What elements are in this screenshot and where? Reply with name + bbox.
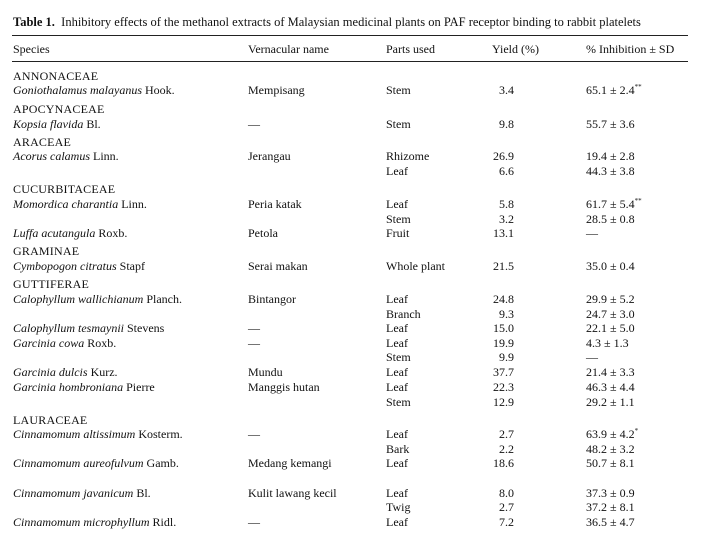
species-binomial: Acorus calamus [13, 149, 90, 163]
species-binomial: Cinnamomum javanicum [13, 486, 134, 500]
yield-value: 2.2 [499, 442, 514, 456]
species-author: Roxb. [87, 336, 117, 350]
species-binomial: Cinnamomum microphyllum [13, 515, 150, 529]
species-author: Kosterm. [138, 427, 183, 441]
inhibition-text: 37.2 ± 8.1 [586, 500, 635, 514]
family-name: APOCYNACEAE [13, 102, 105, 116]
yield-value: 19.9 [493, 336, 514, 350]
species-binomial: Luffa acutangula [13, 226, 96, 240]
inhibition-text: 24.7 ± 3.0 [586, 307, 635, 321]
vernacular-name: Mempisang [248, 83, 305, 97]
species-name [13, 226, 127, 240]
family-name: GRAMINAE [13, 244, 80, 258]
yield-value: 7.2 [499, 515, 514, 529]
table-label: Table 1. [13, 15, 55, 29]
vernacular-name: — [248, 336, 260, 350]
table-row [0, 515, 701, 530]
species-author: Gamb. [146, 456, 179, 470]
table-row [0, 83, 701, 98]
vernacular-name: Bintangor [248, 292, 296, 306]
species-binomial: Cinnamomum aureofulvum [13, 456, 144, 470]
species-author: Planch. [146, 292, 183, 306]
part-used: Whole plant [386, 259, 445, 273]
species-name [13, 456, 179, 470]
species-binomial: Cinnamomum altissimum [13, 427, 136, 441]
inhibition-value [586, 226, 598, 240]
species-name [13, 292, 182, 306]
inhibition-value [586, 149, 635, 163]
header-species: Species [13, 42, 50, 56]
yield-value: 21.5 [493, 259, 514, 273]
species-author: Stapf [119, 259, 146, 273]
yield-value: 18.6 [493, 456, 514, 470]
header-inhibition: % Inhibition ± SD [586, 42, 675, 56]
inhibition-value [586, 427, 638, 441]
part-used: Leaf [386, 292, 408, 306]
yield-value: 6.6 [499, 164, 514, 178]
header-vernacular: Vernacular name [248, 42, 329, 56]
table-row [0, 427, 701, 442]
yield-value: 2.7 [499, 500, 514, 514]
family-row [0, 69, 701, 84]
inhibition-text: 29.9 ± 5.2 [586, 292, 635, 306]
yield-value: 24.8 [493, 292, 514, 306]
part-used: Stem [386, 212, 411, 226]
inhibition-text: — [586, 226, 598, 240]
yield-value: 13.1 [493, 226, 514, 240]
table-row [0, 336, 701, 351]
inhibition-value [586, 456, 635, 470]
table-row [0, 292, 701, 307]
inhibition-text: 19.4 ± 2.8 [586, 149, 635, 163]
species-binomial: Goniothalamus malayanus [13, 83, 142, 97]
table-row [0, 259, 701, 274]
family-name: CUCURBITACEAE [13, 182, 116, 196]
inhibition-text: 50.7 ± 8.1 [586, 456, 635, 470]
species-author: Bl. [86, 117, 101, 131]
family-name: GUTTIFERAE [13, 277, 89, 291]
table-row [0, 117, 701, 132]
yield-value: 5.8 [499, 197, 514, 211]
part-used: Leaf [386, 486, 408, 500]
species-binomial: Momordica charantia [13, 197, 119, 211]
table-row [0, 500, 701, 515]
inhibition-value [586, 307, 635, 321]
species-name [13, 83, 175, 97]
table-row [0, 149, 701, 164]
species-name [13, 197, 147, 211]
inhibition-value [586, 259, 635, 273]
inhibition-text: 4.3 ± 1.3 [586, 336, 629, 350]
header-yield: Yield (%) [492, 42, 539, 56]
inhibition-value [586, 83, 642, 97]
part-used: Stem [386, 350, 411, 364]
family-row [0, 277, 701, 292]
vernacular-name: — [248, 117, 260, 131]
species-binomial: Garcinia dulcis [13, 365, 88, 379]
species-name [13, 515, 176, 529]
inhibition-text: 36.5 ± 4.7 [586, 515, 635, 529]
inhibition-value [586, 197, 642, 211]
species-name [13, 427, 183, 441]
species-author: Hook. [145, 83, 175, 97]
family-name: LAURACEAE [13, 413, 88, 427]
family-row [0, 135, 701, 150]
table-caption-text: Inhibitory effects of the methanol extracts of Malaysian medicinal plants on PAF receptor binding to rabbit platelets [61, 15, 641, 29]
part-used: Stem [386, 83, 411, 97]
part-used: Leaf [386, 456, 408, 470]
inhibition-value [586, 395, 635, 409]
inhibition-value [586, 442, 635, 456]
header-rule [12, 61, 688, 62]
vernacular-name: Medang kemangi [248, 456, 332, 470]
part-used: Leaf [386, 380, 408, 394]
species-binomial: Calophyllum tesmaynii [13, 321, 124, 335]
species-name [13, 365, 118, 379]
inhibition-value [586, 321, 635, 335]
vernacular-name: Serai makan [248, 259, 308, 273]
inhibition-text: 21.4 ± 3.3 [586, 365, 635, 379]
family-name: ARACEAE [13, 135, 72, 149]
species-binomial: Garcinia cowa [13, 336, 85, 350]
part-used: Branch [386, 307, 421, 321]
inhibition-text: 55.7 ± 3.6 [586, 117, 635, 131]
species-author: Linn. [121, 197, 147, 211]
inhibition-value [586, 350, 598, 364]
vernacular-name: Peria katak [248, 197, 302, 211]
species-name [13, 486, 151, 500]
inhibition-text: 65.1 ± 2.4 [586, 83, 635, 97]
inhibition-text: 44.3 ± 3.8 [586, 164, 635, 178]
species-name [13, 149, 119, 163]
part-used: Leaf [386, 321, 408, 335]
species-name [13, 321, 164, 335]
part-used: Leaf [386, 515, 408, 529]
table-row [0, 164, 701, 179]
part-used: Leaf [386, 197, 408, 211]
yield-value: 15.0 [493, 321, 514, 335]
table-row [0, 226, 701, 241]
family-row [0, 182, 701, 197]
inhibition-value [586, 212, 635, 226]
family-row [0, 413, 701, 428]
table-row [0, 380, 701, 395]
table-row [0, 307, 701, 322]
inhibition-text: 63.9 ± 4.2 [586, 427, 635, 441]
part-used: Bark [386, 442, 410, 456]
significance-marker: ** [634, 197, 642, 205]
part-used: Leaf [386, 365, 408, 379]
table-row [0, 442, 701, 457]
yield-value: 12.9 [493, 395, 514, 409]
species-name [13, 117, 101, 131]
species-author: Kurz. [90, 365, 118, 379]
inhibition-value [586, 365, 635, 379]
species-author: Stevens [127, 321, 165, 335]
inhibition-text: 28.5 ± 0.8 [586, 212, 635, 226]
inhibition-text: 22.1 ± 5.0 [586, 321, 635, 335]
inhibition-value [586, 117, 635, 131]
species-author: Pierre [126, 380, 155, 394]
header-parts: Parts used [386, 42, 435, 56]
part-used: Fruit [386, 226, 410, 240]
vernacular-name: Manggis hutan [248, 380, 320, 394]
inhibition-text: 48.2 ± 3.2 [586, 442, 635, 456]
species-name [13, 380, 155, 394]
family-row [0, 244, 701, 259]
table-row [0, 365, 701, 380]
table-row [0, 395, 701, 410]
table-caption [13, 15, 693, 30]
yield-value: 3.4 [499, 83, 514, 97]
inhibition-text: 29.2 ± 1.1 [586, 395, 635, 409]
vernacular-name: Petola [248, 226, 278, 240]
part-used: Twig [386, 500, 411, 514]
yield-value: 9.8 [499, 117, 514, 131]
species-author: Ridl. [152, 515, 177, 529]
table-row [0, 456, 701, 471]
part-used: Leaf [386, 427, 408, 441]
species-binomial: Calophyllum wallichianum [13, 292, 144, 306]
yield-value: 2.7 [499, 427, 514, 441]
table-row [0, 350, 701, 365]
inhibition-text: 61.7 ± 5.4 [586, 197, 635, 211]
species-name [13, 259, 145, 273]
part-used: Stem [386, 395, 411, 409]
table-row [0, 212, 701, 227]
inhibition-value [586, 164, 635, 178]
inhibition-value [586, 515, 635, 529]
table-row [0, 321, 701, 336]
yield-value: 3.2 [499, 212, 514, 226]
vernacular-name: Mundu [248, 365, 283, 379]
significance-marker: ** [634, 83, 642, 91]
species-author: Bl. [136, 486, 151, 500]
vernacular-name: — [248, 515, 260, 529]
part-used: Rhizome [386, 149, 430, 163]
vernacular-name: — [248, 321, 260, 335]
species-author: Linn. [93, 149, 119, 163]
yield-value: 22.3 [493, 380, 514, 394]
inhibition-value [586, 380, 635, 394]
family-name: ANNONACEAE [13, 69, 99, 83]
species-author: Roxb. [98, 226, 128, 240]
inhibition-text: 46.3 ± 4.4 [586, 380, 635, 394]
species-binomial: Cymbopogon citratus [13, 259, 117, 273]
vernacular-name: Jerangau [248, 149, 291, 163]
vernacular-name: — [248, 427, 260, 441]
family-row [0, 102, 701, 117]
part-used: Leaf [386, 164, 408, 178]
inhibition-text: — [586, 350, 598, 364]
inhibition-text: 37.3 ± 0.9 [586, 486, 635, 500]
table-row [0, 486, 701, 501]
top-rule [12, 35, 688, 36]
inhibition-value [586, 486, 635, 500]
part-used: Leaf [386, 336, 408, 350]
vernacular-name: Kulit lawang kecil [248, 486, 337, 500]
inhibition-value [586, 336, 629, 350]
significance-marker: * [634, 427, 639, 435]
part-used: Stem [386, 117, 411, 131]
inhibition-value [586, 292, 635, 306]
inhibition-value [586, 500, 635, 514]
yield-value: 8.0 [499, 486, 514, 500]
species-binomial: Garcinia hombroniana [13, 380, 124, 394]
yield-value: 26.9 [493, 149, 514, 163]
yield-value: 9.9 [499, 350, 514, 364]
yield-value: 9.3 [499, 307, 514, 321]
table-row [0, 197, 701, 212]
species-name [13, 336, 116, 350]
species-binomial: Kopsia flavida [13, 117, 84, 131]
inhibition-text: 35.0 ± 0.4 [586, 259, 635, 273]
yield-value: 37.7 [493, 365, 514, 379]
